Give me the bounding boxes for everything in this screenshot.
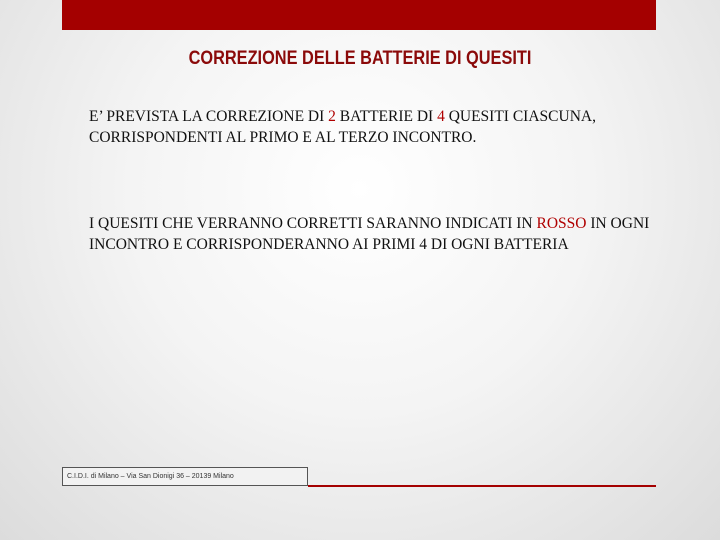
paragraph-red-questions: [89, 213, 669, 255]
footer-address: C.I.D.I. di Milano – Via San Dionigi 36 – 20139 Milano: [62, 467, 308, 486]
footer-divider: [308, 485, 656, 487]
slide-title: CORREZIONE DELLE BATTERIE DI QUESITI: [188, 48, 532, 69]
paragraph-red-text-2: IN OGNI INCONTRO E CORRISPONDERANNO AI PRIMI 4 DI OGNI BATTERIA: [89, 215, 650, 253]
paragraph-correction-text-1: E’ PREVISTA LA CORREZIONE DI: [89, 108, 329, 125]
paragraph-correction: [89, 106, 669, 148]
paragraph-correction-text-3: QUESITI CIASCUNA, CORRISPONDENTI AL PRIMO E AL TERZO INCONTRO.: [89, 108, 596, 146]
paragraph-red-text-1: I QUESITI CHE VERRANNO CORRETTI SARANNO INDICATI IN: [89, 215, 537, 232]
paragraph-correction-text-2: BATTERIE DI: [335, 108, 438, 125]
header-bar: [62, 0, 656, 30]
questions-count: 4: [437, 108, 445, 125]
red-word: ROSSO: [536, 215, 587, 232]
batteries-count: 2: [328, 108, 336, 125]
